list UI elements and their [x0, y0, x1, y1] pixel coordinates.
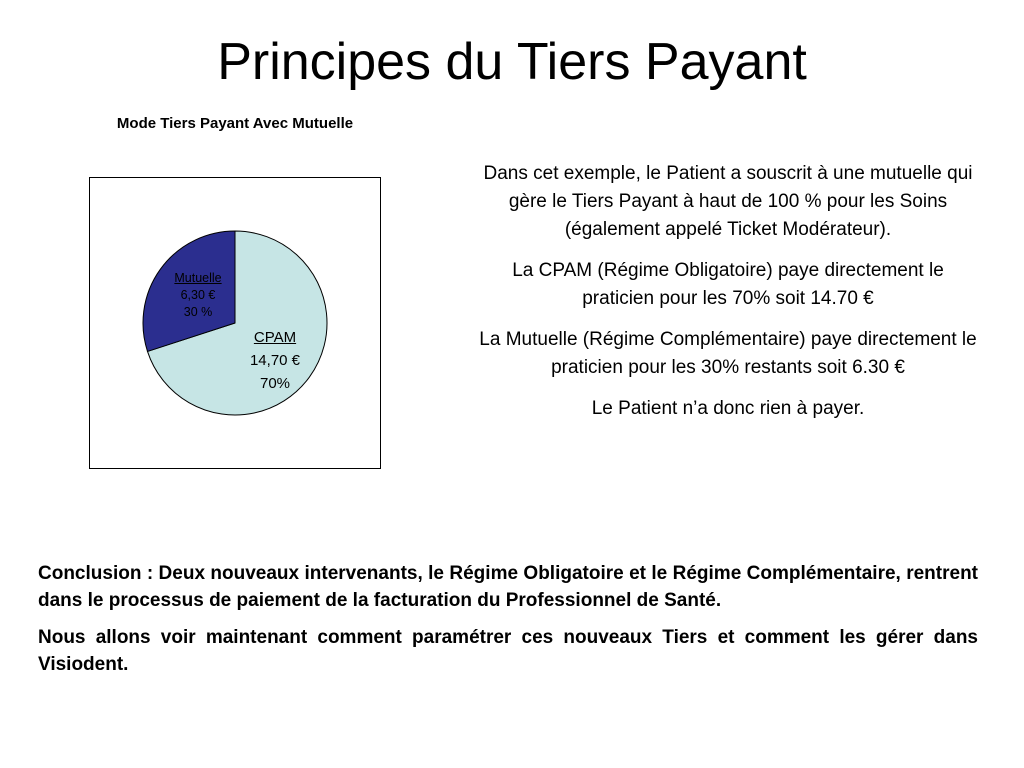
pie-label-mutuelle [154, 270, 242, 321]
slide-title: Principes du Tiers Payant [217, 33, 807, 91]
slice-percent-mutuelle: 30 % [183, 305, 213, 319]
conclusion-paragraph: Conclusion : Deux nouveaux intervenants, le Régime Obligatoire et le Régime Complémentaire, rentrent dans le processus de paiement de la facturation du Professionnel de Santé. [38, 563, 978, 611]
description-paragraph: Le Patient n’a donc rien à payer. [591, 398, 865, 419]
description-paragraph: La Mutuelle (Régime Complémentaire) paye directement le praticien pour les 30% restants soit 6.30 € [479, 329, 977, 378]
slice-name-cpam: CPAM [253, 329, 297, 346]
description-paragraph: Dans cet exemple, le Patient a souscrit à une mutuelle qui gère le Tiers Payant à haut de 100 % pour les Soins (également appelé Ticket Modérateur). [483, 163, 973, 240]
slice-percent-cpam: 70% [259, 375, 291, 392]
conclusion-paragraph: Nous allons voir maintenant comment paramétrer ces nouveaux Tiers et comment les gérer dans Visiodent. [38, 627, 978, 675]
pie-chart [90, 178, 380, 468]
pie-label-cpam [228, 326, 322, 395]
slice-value-mutuelle: 6,30 € [180, 288, 216, 302]
pie-chart-frame [89, 177, 381, 469]
slice-value-cpam: 14,70 € [249, 352, 301, 369]
description-text [478, 160, 978, 436]
description-paragraph: La CPAM (Régime Obligatoire) paye directement le praticien pour les 70% soit 14.70 € [512, 260, 944, 309]
slice-name-mutuelle: Mutuelle [174, 271, 222, 285]
chart-title: Mode Tiers Payant Avec Mutuelle [116, 115, 354, 132]
conclusion-text [38, 560, 978, 688]
